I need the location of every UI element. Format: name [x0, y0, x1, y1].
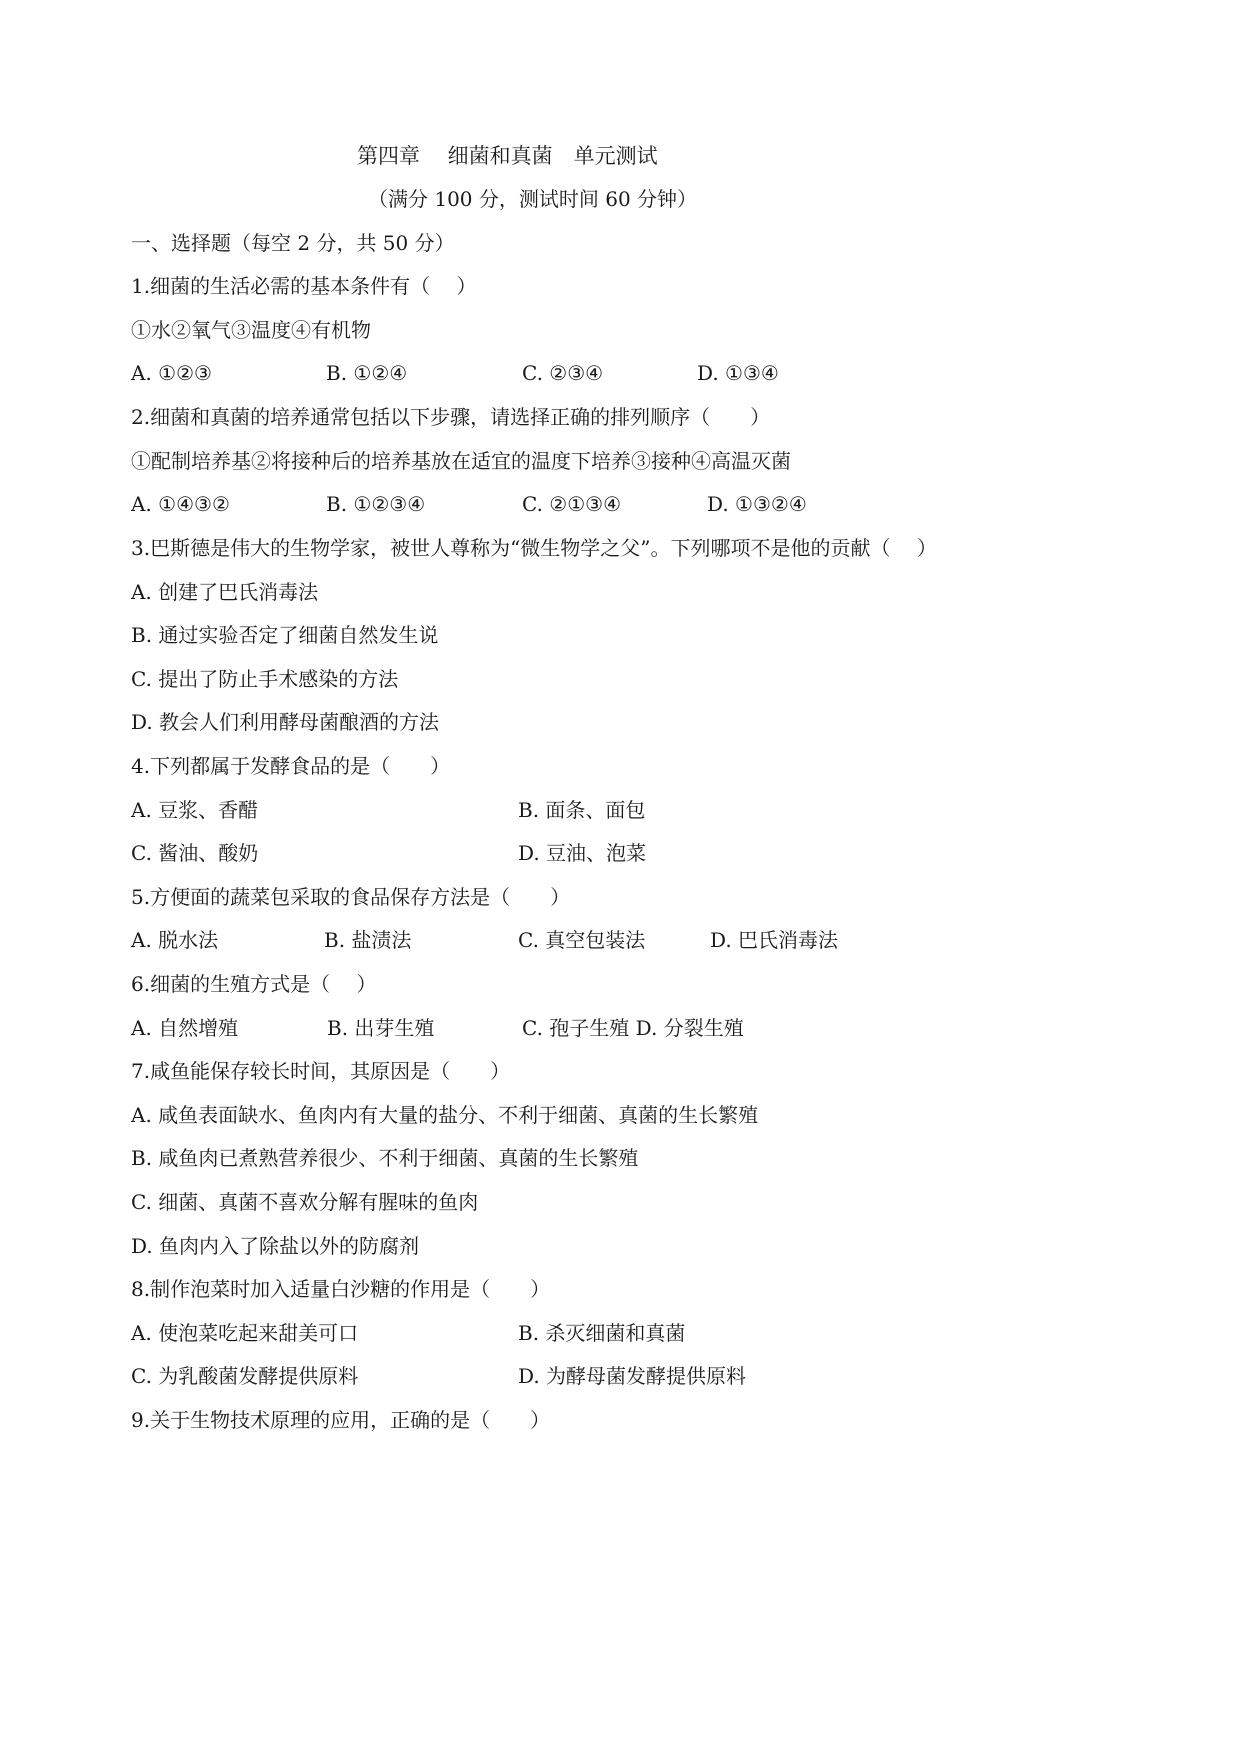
question-3-option-c: C. 提出了防止手术感染的方法: [131, 667, 399, 691]
question-8-option-b: B. 杀灭细菌和真菌: [518, 1321, 686, 1345]
question-8-stem: 8.制作泡菜时加入适量白沙糖的作用是（ ）: [131, 1277, 551, 1301]
question-5-option-b: B. 盐渍法: [324, 928, 412, 952]
question-6-stem: 6.细菌的生殖方式是（ ）: [131, 972, 377, 996]
question-5-option-d: D. 巴氏消毒法: [710, 928, 839, 952]
question-6-option-a: A. 自然增殖: [131, 1016, 239, 1040]
question-7-option-d: D. 鱼肉内入了除盐以外的防腐剂: [131, 1234, 420, 1258]
question-7-stem: 7.咸鱼能保存较长时间，其原因是（ ）: [131, 1059, 511, 1083]
question-3-stem: 3.巴斯德是伟大的生物学家，被世人尊称为“微生物学之父”。下列哪项不是他的贡献（ ）: [131, 536, 937, 560]
question-3-option-b: B. 通过实验否定了细菌自然发生说: [131, 623, 439, 647]
question-2-option-d: D. ①③②④: [707, 492, 807, 516]
question-2-option-b: B. ①②③④: [326, 492, 426, 516]
question-6-option-cd: C. 孢子生殖 D. 分裂生殖: [522, 1016, 744, 1040]
question-7-option-a: A. 咸鱼表面缺水、鱼肉内有大量的盐分、不利于细菌、真菌的生长繁殖: [131, 1103, 759, 1127]
question-6-option-b: B. 出芽生殖: [327, 1016, 435, 1040]
question-2-items: ①配制培养基②将接种后的培养基放在适宜的温度下培养③接种④高温灭菌: [131, 449, 791, 473]
question-8-option-a: A. 使泡菜吃起来甜美可口: [131, 1321, 359, 1345]
question-4-option-d: D. 豆油、泡菜: [518, 841, 647, 865]
question-8-option-d: D. 为酵母菌发酵提供原料: [518, 1364, 747, 1388]
page-subtitle: （满分 100 分，测试时间 60 分钟）: [368, 187, 698, 211]
question-2-option-c: C. ②①③④: [522, 492, 622, 516]
question-7-option-b: B. 咸鱼肉已煮熟营养很少、不利于细菌、真菌的生长繁殖: [131, 1146, 639, 1170]
question-3-option-a: A. 创建了巴氏消毒法: [131, 580, 319, 604]
question-1-option-a: A. ①②③: [131, 361, 212, 385]
question-7-option-c: C. 细菌、真菌不喜欢分解有腥味的鱼肉: [131, 1190, 479, 1214]
question-1-option-d: D. ①③④: [697, 361, 779, 385]
question-4-option-c: C. 酱油、酸奶: [131, 841, 259, 865]
question-1-stem: 1.细菌的生活必需的基本条件有（ ）: [131, 274, 477, 298]
question-3-option-d: D. 教会人们利用酵母菌酿酒的方法: [131, 710, 440, 734]
question-9-stem: 9.关于生物技术原理的应用，正确的是（ ）: [131, 1408, 551, 1432]
question-1-items: ①水②氧气③温度④有机物: [131, 318, 371, 342]
question-8-option-c: C. 为乳酸菌发酵提供原料: [131, 1364, 359, 1388]
question-2-option-a: A. ①④③②: [131, 492, 230, 516]
question-5-stem: 5.方便面的蔬菜包采取的食品保存方法是（ ）: [131, 885, 571, 909]
question-4-option-a: A. 豆浆、香醋: [131, 798, 259, 822]
question-1-option-b: B. ①②④: [326, 361, 408, 385]
section-heading: 一、选择题（每空 2 分，共 50 分）: [131, 231, 455, 255]
question-1-option-c: C. ②③④: [522, 361, 604, 385]
question-4-stem: 4.下列都属于发酵食品的是（ ）: [131, 754, 451, 778]
page-title: 第四章 细菌和真菌 单元测试: [357, 144, 658, 168]
question-5-option-a: A. 脱水法: [131, 928, 219, 952]
question-4-option-b: B. 面条、面包: [518, 798, 646, 822]
question-2-stem: 2.细菌和真菌的培养通常包括以下步骤，请选择正确的排列顺序（ ）: [131, 405, 771, 429]
question-5-option-c: C. 真空包装法: [518, 928, 646, 952]
